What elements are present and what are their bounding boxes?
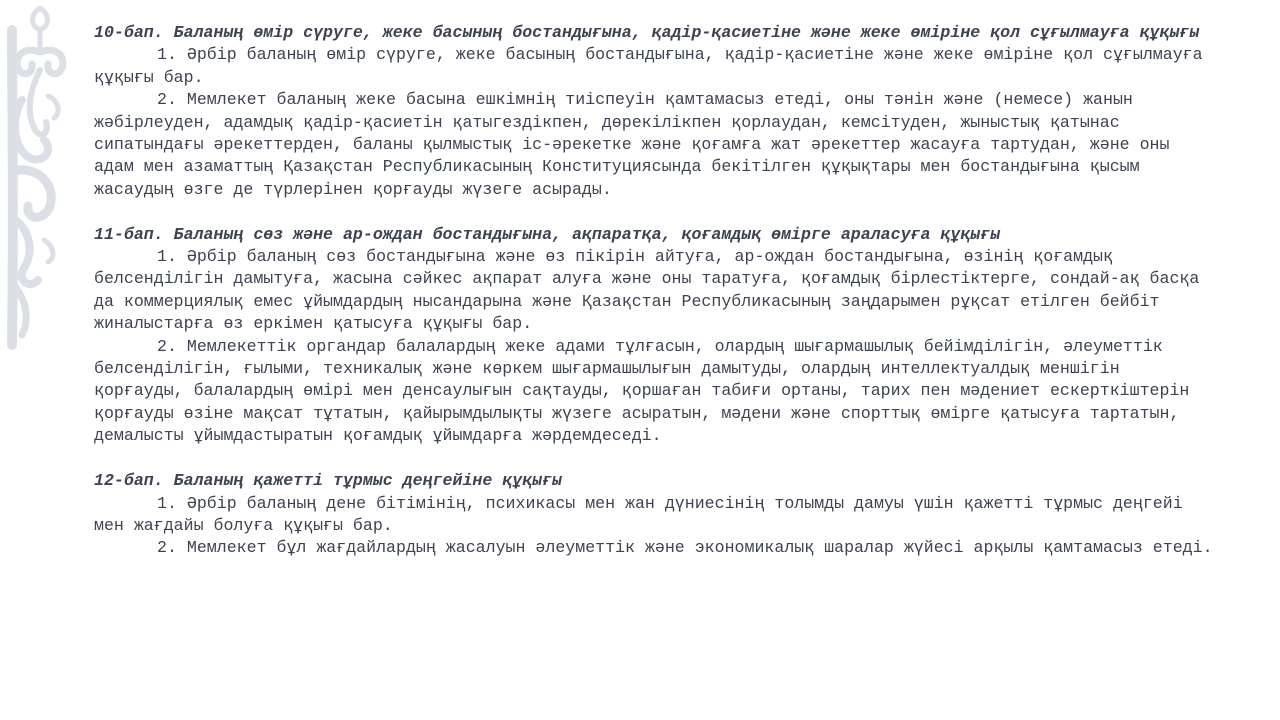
article-heading: 10-бап. Баланың өмір сүруге, жеке басының бостандығына, қадір-қасиетіне және жеке өміріне қол сұғылмауға құқығы [94,23,1200,42]
article-12 [94,470,1219,560]
article-heading: 11-бап. Баланың сөз және ар-ождан бостандығына, ақпаратқа, қоғамдық өмірге араласуға құқығы [94,224,1001,244]
article-paragraph: 2. Мемлекет баланың жеке басына ешкімнің тиіспеуін қамтамасыз етеді, оны тәнін және (немесе) жанын жәбірлеуден, адамдық қадір-қасиетін қатыгездікпен, дөрекілікпен қорлаудан, кемсітуден, жыныстық қатынас сипатындағы әрекеттерден, баланы қылмыстық іс-әрекетке және қоғамға жат әрекеттер жасауға тартудан, және оны адам мен азаматтың Қазақстан Республикасының Конституциясында бекітілген құқықтары мен бостандығына қысым жасаудың өзге де түрлерінен қорғауды жүзеге асырады. [94,90,1170,199]
article-paragraph: 2. Мемлекеттік органдар балалардың жеке адами тұлғасын, олардың шығармашылық бейімділігін, әлеуметтік белсенділігін, ғылыми, техникалық және көркем шығармашылығын дамытуды, олардың интеллектуалдық меншігін қорғауды, балалардың өмірі мен денсаулығын сақтауды, қоршаған табиғи ортаны, тарих пен мәдениет ескерткіштерін қорғауды өзіне мақсат тұтатын, қайырымдылықты жүзеге асыратын, мәдени және спорттық өмірге қатысуға тартатын, демалысты ұйымдастыратын қоғамдық ұйымдарға жәрдемдеседі. [94,336,1190,446]
article-paragraph: 1. Әрбір баланың сөз бостандығына және өз пікірін айтуға, ар-ождан бостандығына, өзінің қоғамдық белсенділігін дамытуға, жасына сәйкес ақпарат алуға және оны таратуға, қоғамдық бірлестіктерге, сондай-ақ басқа да коммерциялық емес ұйымдардың нысандарына және Қазақстан Республикасының заңдарымен рұқсат етілген бейбіт жиналыстарға өз еркімен қатысуға құқығы бар. [94,247,1200,334]
article-paragraph: 1. Әрбір баланың өмір сүруге, жеке басының бостандығына, қадір-қасиетіне және жеке өміріне қол сұғылмауға құқығы бар. [94,45,1203,87]
article-heading: 12-бап. Баланың қажетті тұрмыс деңгейіне құқығы [94,471,563,491]
kazakh-ornament-icon [0,0,72,350]
article-10 [94,22,1219,201]
article-paragraph: 2. Мемлекет бұл жағдайлардың жасалуын әлеуметтік және экономикалық шаралар жүйесі арқылы қамтамасыз етеді. [157,538,1213,558]
document-body [94,22,1219,582]
article-11 [94,224,1219,448]
article-paragraph: 1. Әрбір баланың дене бітімінің, психикасы мен жан дүниесінің толымды дамуы үшін қажетті тұрмыс деңгейі мен жағдайы болуға құқығы бар. [94,493,1183,535]
